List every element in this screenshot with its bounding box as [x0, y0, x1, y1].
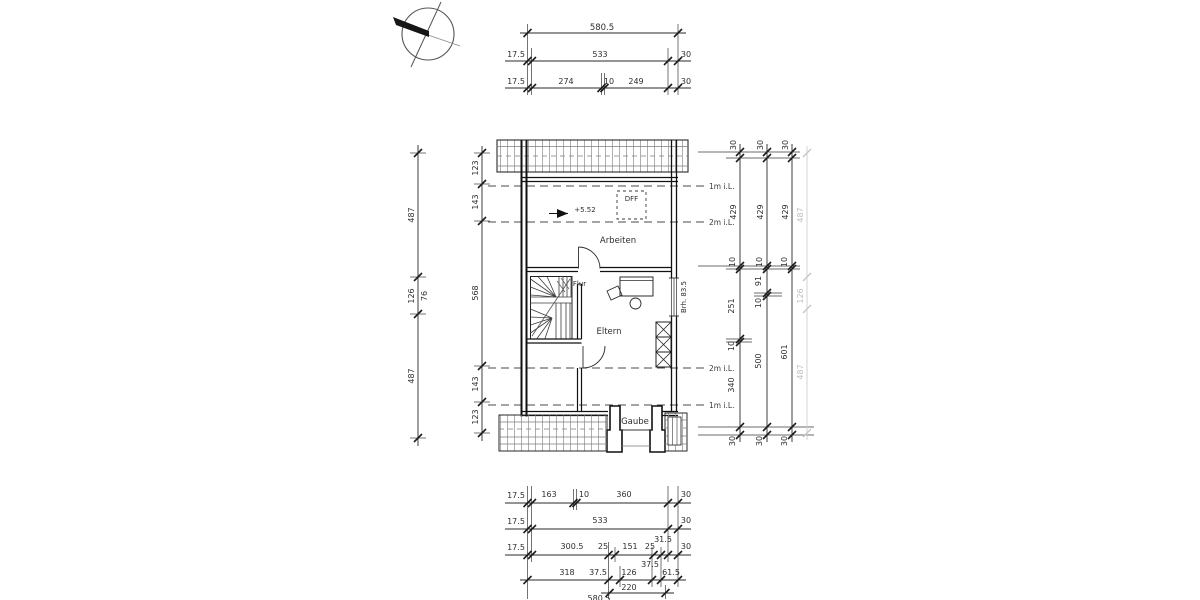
dim-label: 300.5 [560, 542, 584, 551]
gaube-pier-left [607, 406, 622, 452]
floor-plan [488, 140, 735, 452]
window-right [669, 278, 679, 316]
left-dimensions [407, 145, 490, 446]
north-arrow [393, 2, 460, 67]
clearance-label: 2m i.L. [709, 364, 735, 373]
furniture [607, 277, 653, 309]
dim-label: 487 [407, 368, 416, 384]
north-pointer [393, 17, 429, 37]
clearance-label: 1m i.L. [709, 182, 735, 191]
dim-label: 17.5 [507, 50, 525, 59]
gaube-window [668, 417, 681, 445]
dim-label: 30 [680, 77, 692, 86]
room-label-arbeiten: Arbeiten [599, 236, 637, 246]
dim-label: 10 [603, 77, 615, 86]
dim-label: 340 [727, 377, 736, 393]
dim-label: 249 [628, 77, 644, 86]
dim-label: 30 [728, 435, 737, 447]
level-label: +5.52 [574, 206, 596, 214]
dim-label: 220 [621, 583, 637, 592]
dim-label: 143 [471, 194, 480, 210]
dim-label: 126 [407, 288, 416, 304]
dim-label: 10 [755, 256, 764, 268]
dim-label: 30 [680, 490, 692, 499]
dim-label: 91 [754, 275, 763, 287]
dim-label: 487 [407, 207, 416, 223]
dim-label: 360 [616, 490, 632, 499]
roof-band-bottom-right [665, 413, 687, 451]
dim-label: 274 [558, 77, 574, 86]
dim-label: 30 [729, 139, 738, 151]
dff-label: DFF [624, 195, 639, 203]
dim-label: 30 [781, 139, 790, 151]
dim-label: 429 [729, 204, 738, 220]
sill-height-label: Brh. 83.5 [680, 280, 688, 314]
dim-label: 251 [727, 298, 736, 314]
dim-label: 568 [471, 285, 480, 301]
dim-label: 31.5 [654, 535, 672, 544]
room-label-flur: Flur [572, 280, 587, 288]
dim-label-faint: 487 [796, 364, 805, 380]
clearance-label: 1m i.L. [709, 401, 735, 410]
dim-label: 10 [578, 490, 590, 499]
dim-label: 61.5 [662, 568, 680, 577]
dim-label: 17.5 [507, 543, 525, 552]
dim-label: 30 [680, 542, 692, 551]
door-lower [583, 346, 605, 368]
dim-label: 143 [471, 376, 480, 392]
level-marker [549, 209, 568, 218]
dim-label: 580.5 [589, 23, 615, 33]
top-dimensions [505, 23, 691, 95]
dim-label: 123 [471, 409, 480, 425]
dim-label: 580.5 [587, 594, 611, 600]
dim-label: 30 [680, 516, 692, 525]
gaube-pier-right [650, 406, 665, 452]
dim-label: 30 [680, 50, 692, 59]
dim-label: 10 [727, 340, 736, 352]
dim-label: 151 [622, 542, 638, 551]
dim-label: 76 [420, 290, 429, 302]
dim-label: 10 [728, 256, 737, 268]
dim-label: 500 [754, 353, 763, 369]
dim-label: 533 [592, 50, 608, 59]
dim-label: 37.5 [589, 568, 607, 577]
dim-label: 533 [592, 516, 608, 525]
dim-label: 429 [756, 204, 765, 220]
dim-label: 126 [621, 568, 637, 577]
dim-label: 17.5 [507, 517, 525, 526]
dim-label-faint: 487 [796, 207, 805, 223]
chimney [656, 322, 671, 367]
dim-label: 30 [755, 435, 764, 447]
dim-label: 10 [780, 256, 789, 268]
bottom-dimensions [505, 486, 691, 600]
clearance-label: 2m i.L. [709, 218, 735, 227]
room-label-gaube: Gaube [621, 417, 649, 427]
dim-label: 163 [541, 490, 557, 499]
dim-label: 17.5 [507, 491, 525, 500]
dim-label: 123 [471, 160, 480, 176]
desk [620, 277, 653, 296]
dim-label: 17.5 [507, 77, 525, 86]
stool [630, 298, 641, 309]
doors [579, 247, 606, 368]
dim-label: 25 [597, 542, 609, 551]
dim-label: 37.5 [641, 560, 659, 569]
dim-label: 318 [559, 568, 575, 577]
door-arbeiten [579, 247, 601, 269]
dim-label-faint: 126 [796, 288, 805, 304]
dim-label: 30 [780, 435, 789, 447]
dim-label: 10 [754, 297, 763, 309]
gaube-piers [607, 406, 665, 452]
dim-label: 429 [781, 204, 790, 220]
dim-label: 25 [644, 542, 656, 551]
dim-label: 601 [780, 344, 789, 360]
roof-band-bottom-left [499, 415, 607, 451]
walls [521, 140, 679, 417]
stairs [531, 277, 573, 340]
room-label-eltern: Eltern [596, 327, 622, 337]
dim-label: 30 [756, 139, 765, 151]
